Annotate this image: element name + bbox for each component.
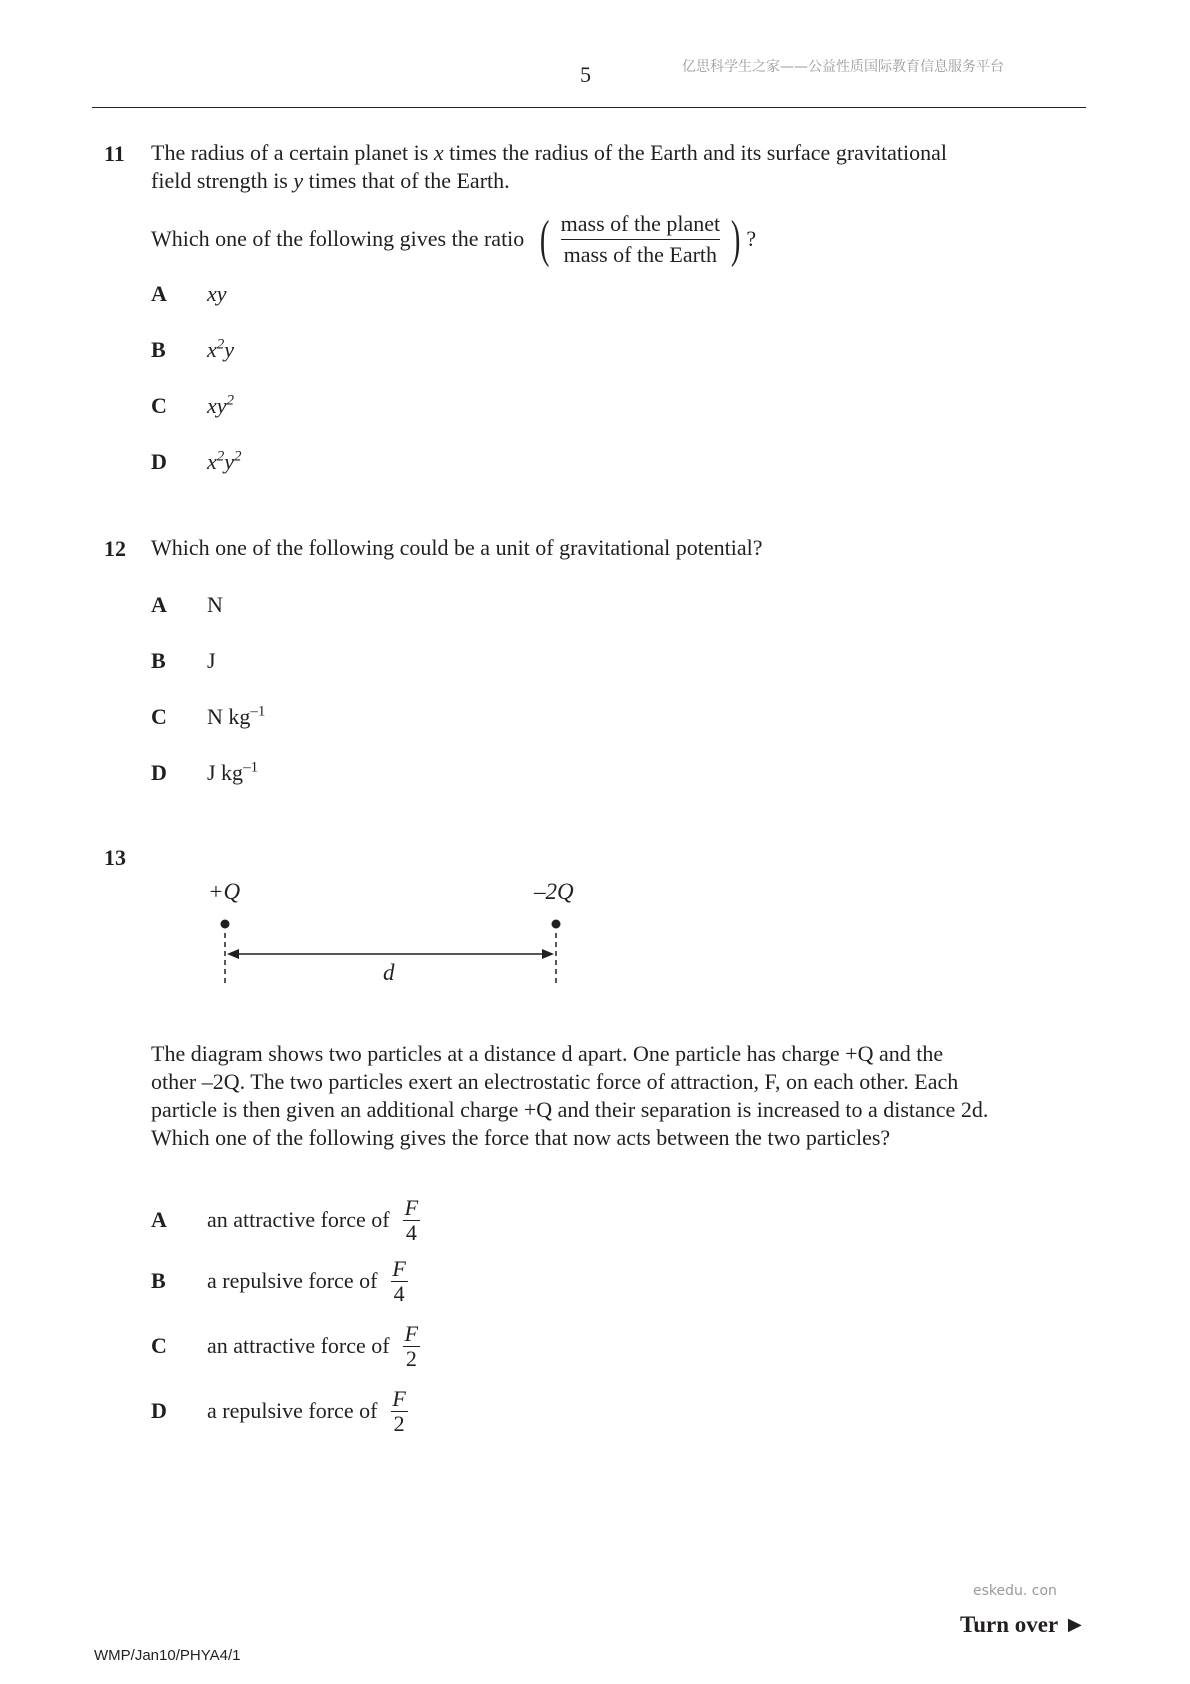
charge-right-label: –2Q — [534, 879, 574, 904]
mass-ratio-prompt: Which one of the following gives the ratio ( $\frac{\text{mass of the planet}}{\text{mass of the Earth}}$ ) ? — [151, 210, 757, 268]
page-number: 5 — [580, 62, 591, 87]
question-11-text — [151, 139, 1081, 195]
turn-over-label: Turn over ► — [960, 1612, 1087, 1637]
question-13-line-1: The diagram shows two particles at a distance d apart. One particle has charge +Q and the — [151, 1041, 944, 1066]
paper-code: WMP/Jan10/PHYA4/1 — [94, 1647, 241, 1664]
mass-ratio-fraction: $\frac{\text{mass of the planet}}{\text{mass of the Earth}}$ — [558, 209, 723, 270]
q13-option-b[interactable]: B a repulsive force of $\frac{F}{4}$ — [151, 1256, 411, 1306]
footer-site-watermark: eskedu. con — [973, 1583, 1057, 1599]
q13-option-c[interactable]: C an attractive force of $\frac{F}{2}$ — [151, 1321, 423, 1371]
question-11-line-2: field strength is y times that of the Earth. — [151, 168, 510, 193]
header-rule — [92, 107, 1086, 108]
arrowhead-right — [542, 949, 554, 959]
q13-option-a[interactable]: A an attractive force of $\frac{F}{4}$ — [151, 1195, 423, 1245]
question-11-number: 11 — [104, 141, 125, 166]
fraction-f-over-4: $\frac{F}{4}$ — [404, 1194, 419, 1245]
question-12-number: 12 — [104, 536, 126, 561]
question-11-line-1: The radius of a certain planet is x times the radius of the Earth and its surface gravitational — [151, 140, 947, 165]
fraction-f-over-2: $\frac{F}{2}$ — [404, 1320, 419, 1371]
question-13-line-4: Which one of the following gives the force that now acts between the two particles? — [151, 1125, 891, 1150]
arrowhead-left — [227, 949, 239, 959]
question-13-line-2: other –2Q. The two particles exert an electrostatic force of attraction, F, on each other. Each — [151, 1069, 959, 1094]
fraction-f-over-2: $\frac{F}{2}$ — [392, 1385, 406, 1436]
question-12-text: Which one of the following could be a unit of gravitational potential? — [151, 535, 763, 560]
particle-right-dot — [552, 920, 561, 929]
header-watermark: 亿思科学生之家——公益性质国际教育信息服务平台 — [682, 59, 1004, 75]
particle-left-dot — [221, 920, 230, 929]
question-13-number: 13 — [104, 845, 126, 870]
left-paren: ( — [540, 210, 550, 268]
question-13-text — [151, 1040, 988, 1152]
right-paren: ) — [730, 210, 741, 268]
fraction-f-over-4: $\frac{F}{4}$ — [392, 1255, 406, 1306]
q13-option-d[interactable]: D a repulsive force of $\frac{F}{2}$ — [151, 1386, 411, 1436]
distance-label: d — [383, 960, 395, 985]
question-13-line-3: particle is then given an additional charge +Q and their separation is increased to a distance 2d. — [151, 1097, 989, 1122]
charge-left-label: +Q — [208, 879, 241, 904]
